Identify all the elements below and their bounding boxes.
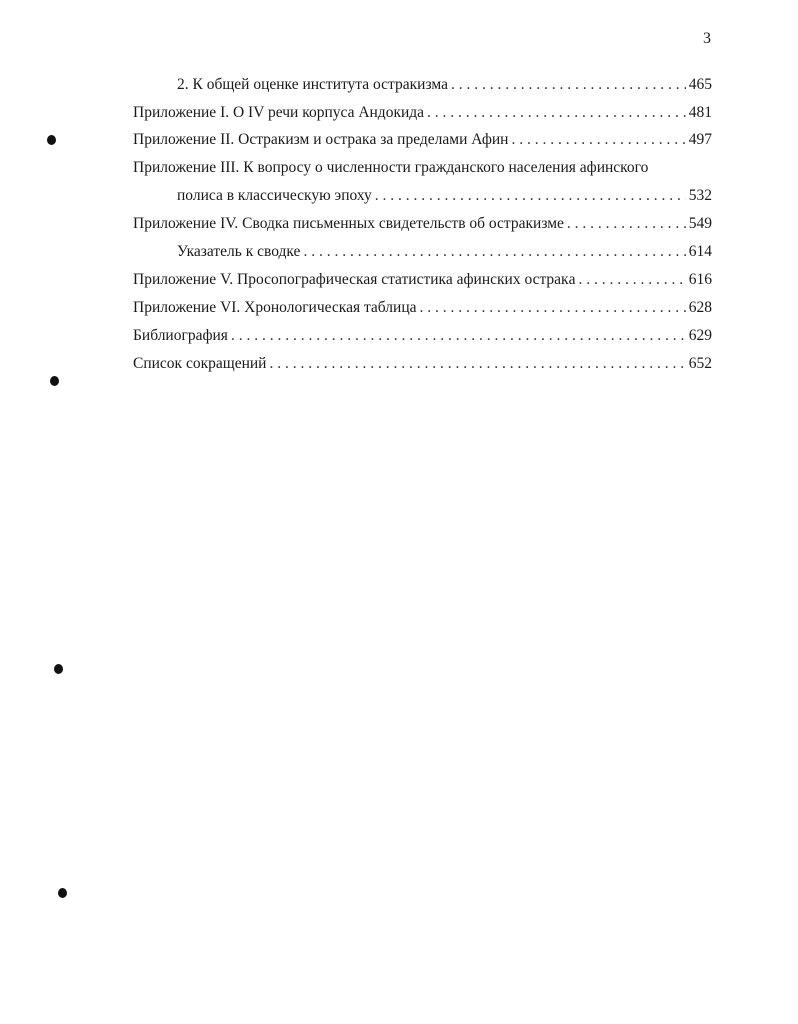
toc-entry-title: Список сокращений [133, 355, 267, 372]
toc-entry [133, 159, 712, 181]
toc-leader-dots [451, 76, 686, 94]
toc-entry-title: Приложение V. Просопографическая статистика афинских остракa [133, 271, 576, 288]
toc-entry-page: 614 [688, 243, 712, 260]
toc-entry-page: 549 [688, 215, 712, 232]
punch-hole-mark [47, 135, 56, 145]
toc-leader-dots [375, 187, 686, 205]
toc-entry-title: Указатель к сводке [177, 243, 301, 260]
toc-leader-dots [511, 131, 685, 149]
punch-hole-mark [50, 376, 59, 386]
toc-leader-dots [269, 355, 685, 373]
toc-entry [133, 271, 712, 293]
toc-entry-page: 481 [688, 104, 712, 121]
toc-entry [133, 131, 712, 153]
toc-entry [133, 215, 712, 237]
toc-entry-title: Приложение I. О IV речи корпуса Андокида [133, 104, 425, 121]
toc-leader-dots [427, 104, 686, 122]
toc-entry-title: 2. К общей оценке института остракизма [177, 76, 448, 93]
page-number: 3 [703, 30, 711, 47]
toc-leader-dots [578, 271, 685, 289]
toc-entry-page: 616 [688, 271, 712, 288]
toc-entry-title: Приложение II. Остракизм и остракa за пределами Афин [133, 131, 509, 148]
toc-entry [177, 76, 712, 98]
toc-entry [133, 299, 712, 321]
toc-entry-page: 652 [688, 355, 712, 372]
toc-entry [133, 327, 712, 349]
toc-entry-page: 628 [688, 299, 712, 316]
punch-hole-mark [58, 888, 67, 898]
toc-entry-page: 629 [688, 327, 712, 344]
toc-entry-page: 532 [688, 187, 712, 204]
toc-entry-title: Библиография [133, 327, 228, 344]
toc-leader-dots [567, 215, 686, 233]
toc-entry [177, 243, 712, 265]
toc-leader-dots [231, 327, 686, 345]
toc-entry [133, 355, 712, 377]
toc-leader-dots [303, 243, 685, 261]
toc-entry-title: Приложение VI. Хронологическая таблица [133, 299, 417, 316]
toc-entry-page: 497 [688, 131, 712, 148]
toc-entry-title: полиса в классическую эпоху [177, 187, 372, 204]
toc-entry-title: Приложение IV. Сводка письменных свидетельств об остракизме [133, 215, 564, 232]
toc-leader-dots [420, 299, 686, 317]
toc-entry-title: Приложение III. К вопросу о численности гражданского населения афинского [133, 159, 649, 176]
toc-entry-page: 465 [688, 76, 712, 93]
toc-entry [133, 104, 712, 126]
toc-entry [177, 187, 712, 209]
punch-hole-mark [54, 664, 63, 674]
